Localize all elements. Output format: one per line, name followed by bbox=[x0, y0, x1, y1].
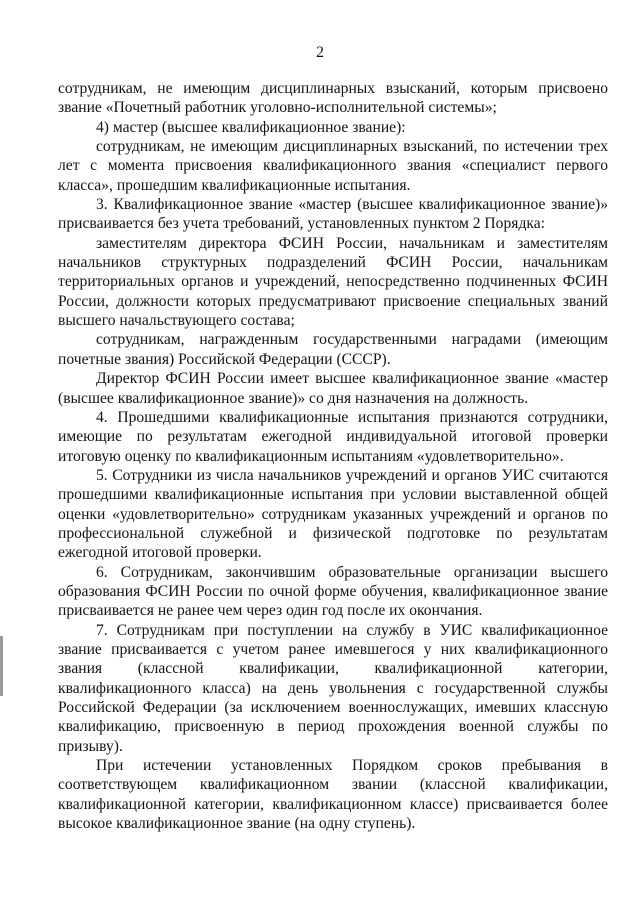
paragraph-4: 3. Квалификационное звание «мастер (высшее квалификационное звание)» присваивается без учета требований, установленных пунктом 2 Порядка: bbox=[58, 196, 608, 233]
scan-edge-mark bbox=[0, 636, 3, 696]
paragraph-6: сотрудникам, награжденным государственными наградами (имеющим почетные звания) Российской Федерации (СССР). bbox=[58, 331, 608, 368]
paragraph-7: Директор ФСИН России имеет высшее квалификационное звание «мастер (высшее квалификационное звание)» со дня назначения на должность. bbox=[58, 370, 608, 407]
paragraph-8: 4. Прошедшими квалификационные испытания признаются сотрудники, имеющие по результатам ежегодной индивидуальной итоговой проверки итоговую оценку по квалификационным испытаниям «удовлетворительно». bbox=[58, 408, 608, 465]
paragraph-12: При истечении установленных Порядком сроков пребывания в соответствующем квалификационном звании (классной квалификации, квалификационной категории, квалификационном классе) присваивается более высокое квалификационное звание (на одну ступень). bbox=[58, 757, 608, 833]
paragraph-3: сотрудникам, не имеющим дисциплинарных взысканий, по истечении трех лет с момента присвоения квалификационного звания «специалист первого класса», прошедшим квалификационные испытания. bbox=[58, 138, 608, 194]
paragraph-9: 5. Сотрудники из числа начальников учреждений и органов УИС считаются прошедшими квалификационные испытания при условии выставленной общей оценки «удовлетворительно» сотрудникам указанных учреждений и органов по профессиональной служебной и физической подготовке по результатам ежегодной итоговой проверки. bbox=[58, 466, 608, 562]
paragraph-11: 7. Сотрудникам при поступлении на службу в УИС квалификационное звание присваивается с учетом ранее имевшегося у них квалификационного звания (классной квалификации, квалификационной категории, квалификационного класса) на день увольнения с государственной службы Российской Федерации (за исключением военнослужащих, имевших классную квалификацию, присвоенную в период прохождения военной службы по призыву). bbox=[58, 621, 608, 755]
paragraph-1: сотрудникам, не имеющим дисциплинарных взысканий, которым присвоено звание «Почетный работник уголовно-исполнительной системы»; bbox=[58, 80, 608, 117]
page-number: 2 bbox=[316, 44, 324, 61]
paragraph-10: 6. Сотрудникам, закончившим образовательные организации высшего образования ФСИН России по очной форме обучения, квалификационное звание присваивается не ранее чем через один год после их окончания. bbox=[58, 563, 608, 620]
paragraph-2: 4) мастер (высшее квалификационное звание): bbox=[96, 118, 406, 136]
paragraph-5: заместителям директора ФСИН России, начальникам и заместителям начальников структурных подразделений ФСИН России, начальникам территориальных органов и учреждений, непосредственно подчиненных ФСИН России, должности которых предусматривают присвоение специальных званий высшего начальствующего состава; bbox=[58, 234, 608, 330]
document-body bbox=[58, 79, 608, 833]
